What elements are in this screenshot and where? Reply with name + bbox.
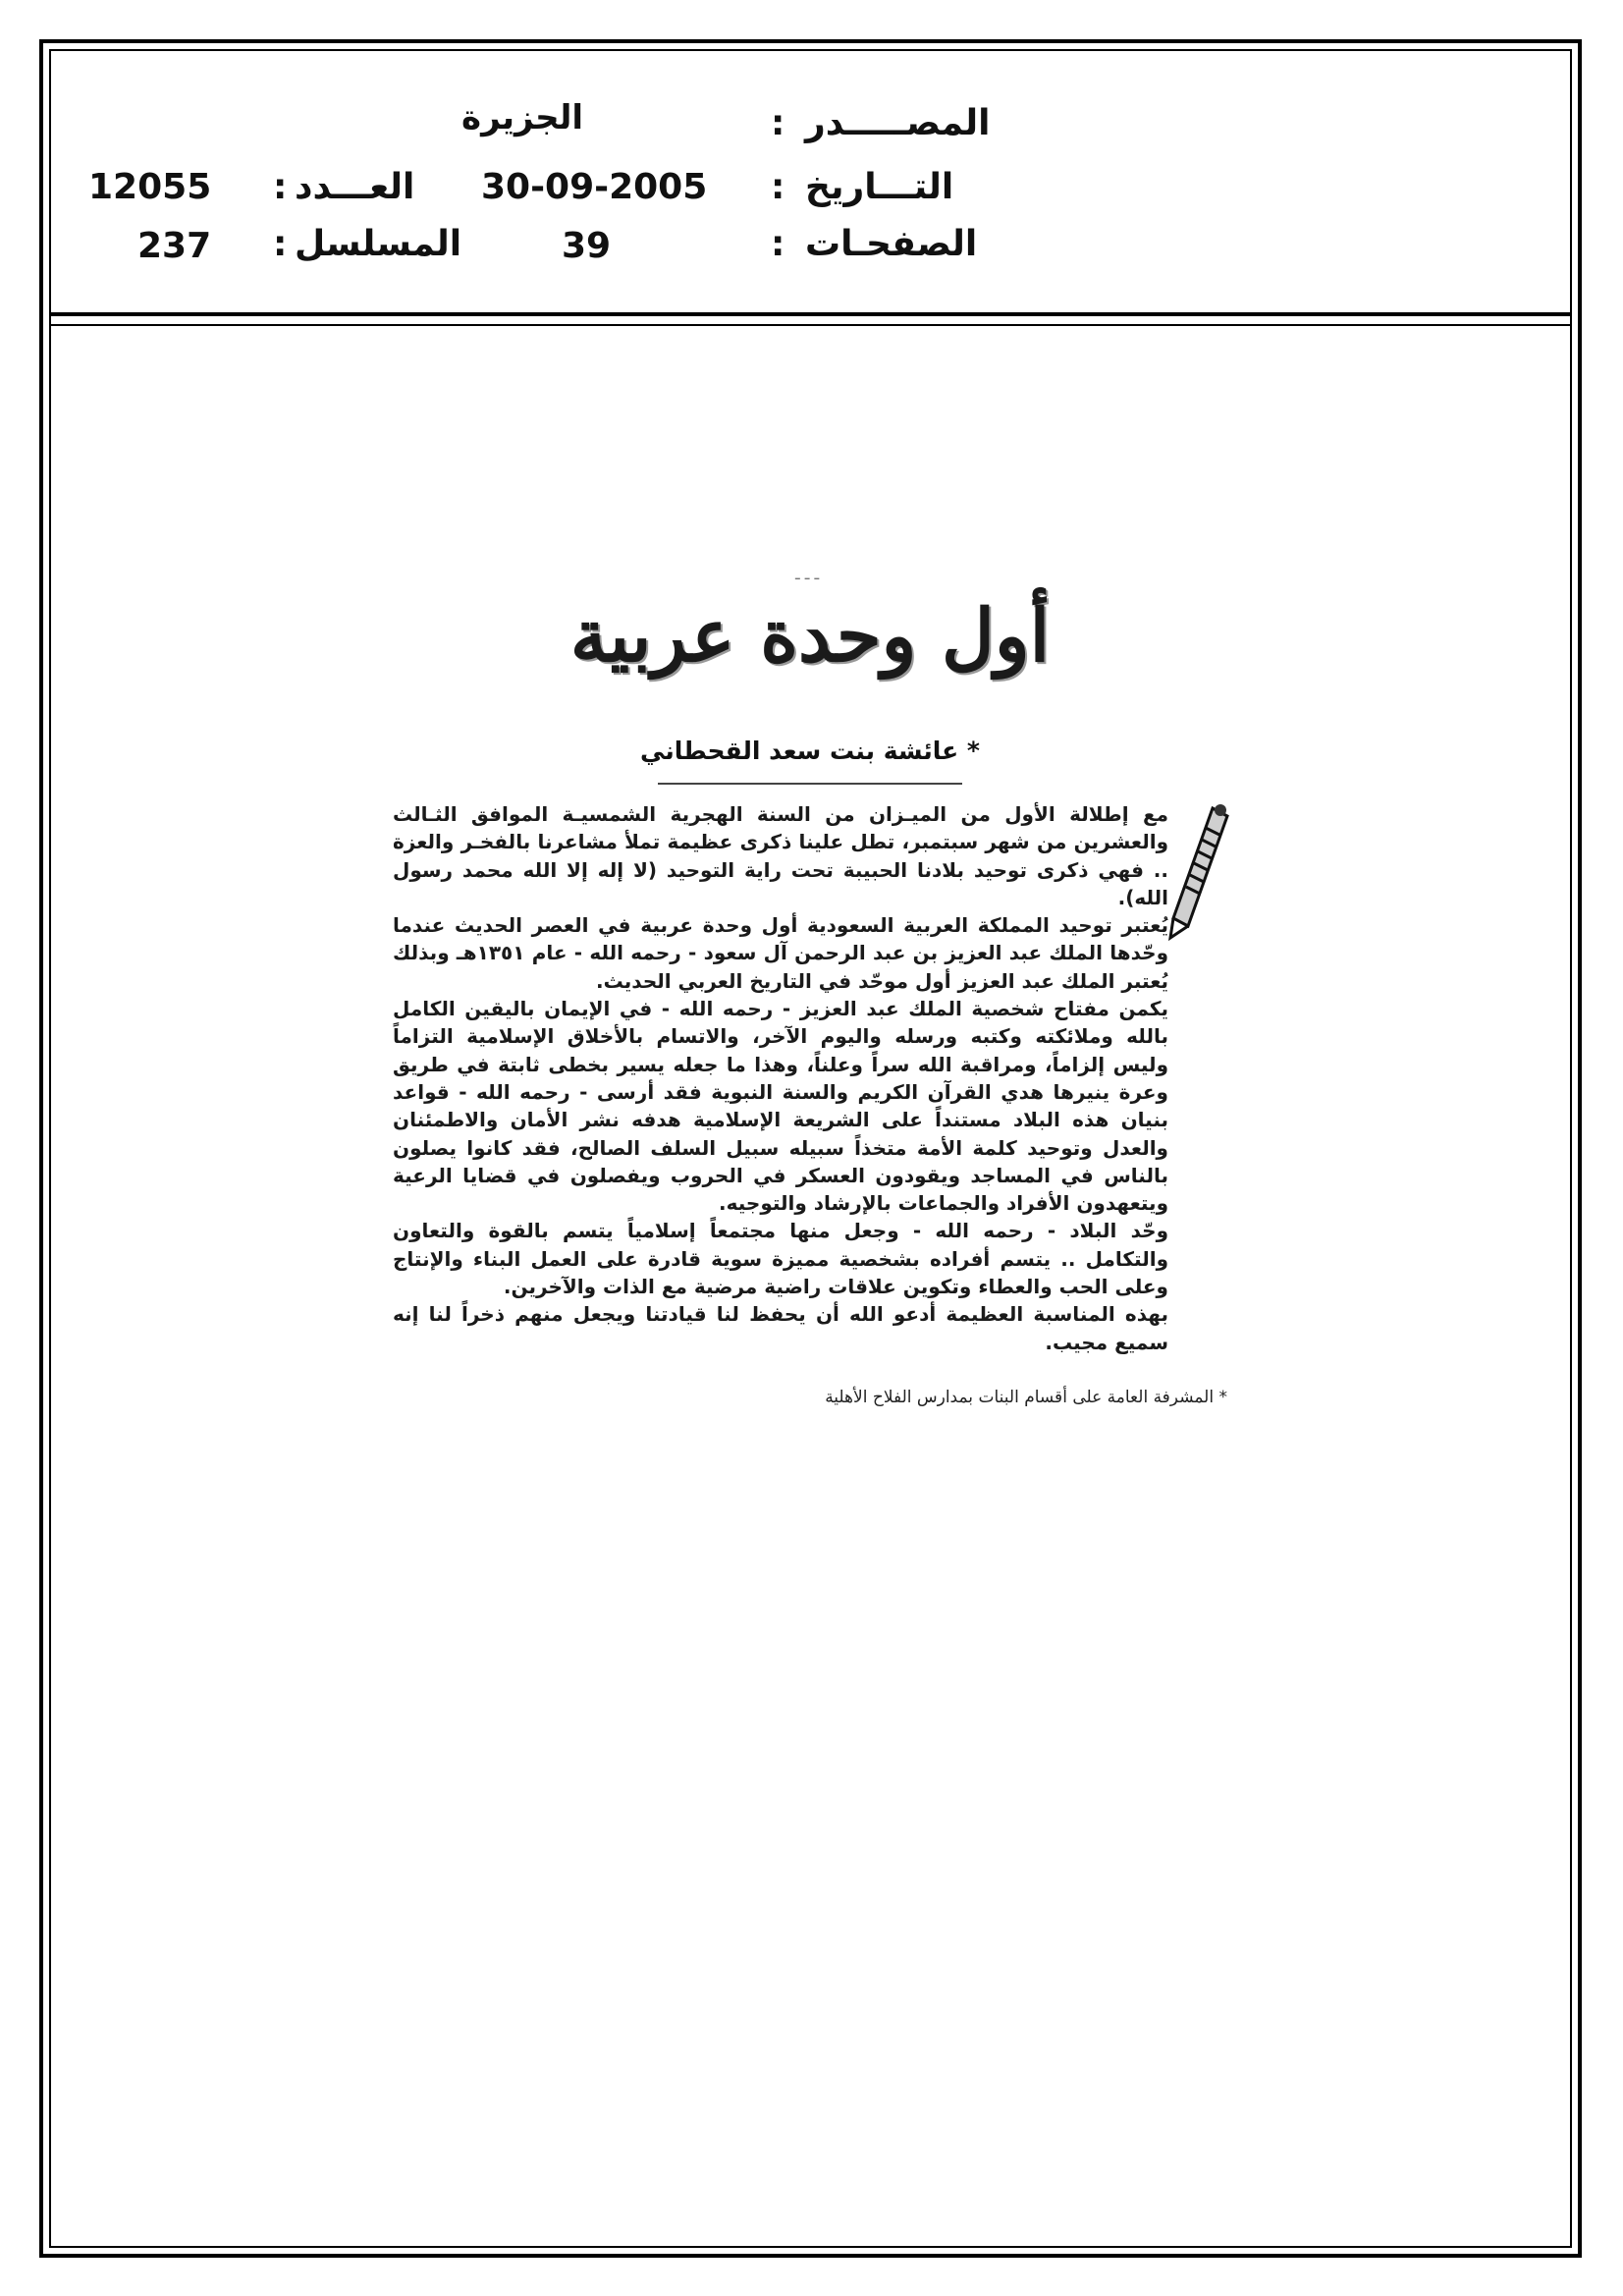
- header-divider-thin: [49, 324, 1572, 326]
- title-ornament: ـ ـ ـ: [795, 565, 820, 583]
- article-title: أول وحدة عربية: [569, 594, 1051, 679]
- issue-colon: :: [273, 167, 288, 207]
- article-paragraph: مع إطلالة الأول من الميـزان من السنة الهجرية الشمسيـة الموافق الثـالث والعشرين من شهر سبتمبر، تطل علينا ذكرى عظيمة تملأ مشاعرنا بالفخـر والعزة .. فهي ذكرى توحيد بلادنا الحبيبة تحت راية التوحيد (لا إله إلا الله محمد رسول الله).: [393, 802, 1168, 909]
- serial-value: 237: [137, 226, 212, 266]
- source-colon: :: [771, 103, 785, 143]
- serial-label: المسلسل: [295, 224, 462, 264]
- serial-colon: :: [273, 224, 288, 264]
- article-footnote: * المشرفة العامة على أقسام البنات بمدارس الفلاح الأهلية: [825, 1388, 1227, 1407]
- article-body: [393, 800, 1168, 1356]
- author-underline: [658, 783, 962, 785]
- issue-value: 12055: [88, 167, 212, 207]
- newspaper-clipping: [373, 565, 1247, 1453]
- issue-label: العـــدد: [295, 167, 415, 207]
- source-label: المصـــــدر: [805, 103, 991, 143]
- pages-value: 39: [562, 226, 612, 266]
- article-paragraph: يُعتبر توحيد المملكة العربية السعودية أول وحدة عربية في العصر الحديث عندما وحّدها الملك عبد العزيز بن عبد الرحمن آل سعود - رحمه الله - عام ١٣٥١هـ وبذلك يُعتبر الملك عبد العزيز أول موحّد في التاريخ العربي الحديث.: [393, 913, 1169, 993]
- date-label: التـــاريخ: [805, 167, 954, 207]
- header-divider: [49, 312, 1572, 316]
- article-paragraph: يكمن مفتاح شخصية الملك عبد العزيز - رحمه الله - في الإيمان باليقين الكامل بالله وملائكته وكتبه ورسله واليوم الآخر، والاتسام بالأخلاق الإسلامية التزاماً وليس إلزاماً، ومراقبة الله سراً وعلناً، وهذا ما جعله يسير بخطى ثابتة في طريق وعرة ينيرها هدي القرآن الكريم والسنة النبوية فقد أرسى - رحمه الله - قواعد بنيان هذه البلاد مستنداً على الشريعة الإسلامية هدفه نشر الأمان والاطمئنان والعدل وتوحيد كلمة الأمة متخذاً سبيله سبيل السلف الصالح، فقد كانوا يصلون بالناس في المساجد ويقودون العسكر في الحروب ويفصلون في قضايا الرعية ويتعهدون الأفراد والجماعات بالإرشاد والتوجيه.: [393, 997, 1168, 1216]
- pages-label: الصفحـات: [805, 224, 978, 264]
- date-colon: :: [771, 167, 785, 207]
- source-value: الجزيرة: [461, 98, 584, 137]
- pages-colon: :: [771, 224, 785, 264]
- article-paragraph: وحّد البلاد - رحمه الله - وجعل منها مجتمعاً إسلامياً يتسم بالقوة والتعاون والتكامل .. يتسم أفراده بشخصية مميزة سوية قادرة على العمل البناء والإنتاج وعلى الحب والعطاء وتكوين علاقات راضية مرضية مع الذات والآخرين.: [393, 1219, 1168, 1299]
- date-value: 30-09-2005: [481, 167, 708, 207]
- pen-icon: [1159, 798, 1237, 946]
- article-paragraph: بهذه المناسبة العظيمة أدعو الله أن يحفظ لنا قيادتنا ويجعل منهم ذخراً لنا إنه سميع مجيب.: [393, 1302, 1168, 1354]
- article-author: عائشة بنت سعد القحطاني *: [640, 737, 980, 765]
